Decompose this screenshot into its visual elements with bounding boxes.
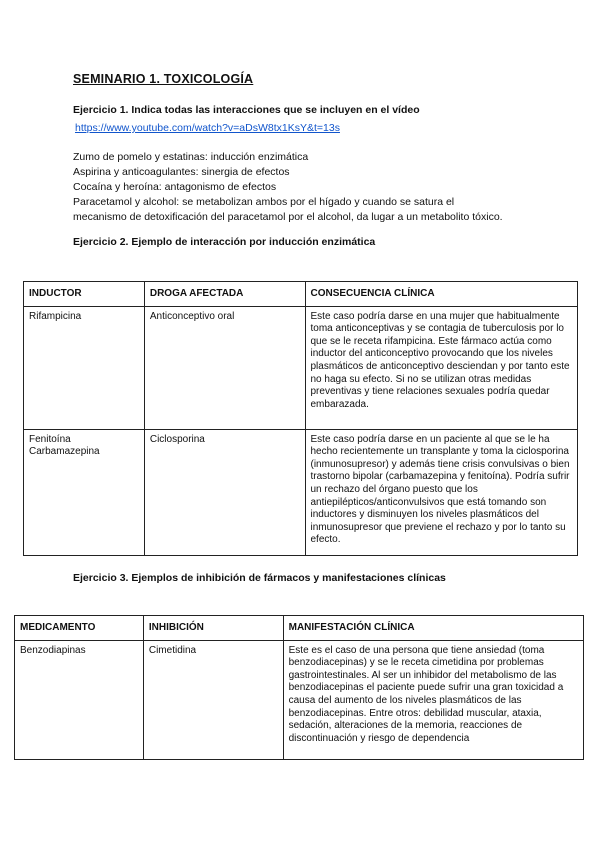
- exercise-1-heading: Ejercicio 1. Indica todas las interacciones que se incluyen en el vídeo: [73, 104, 420, 116]
- column-header: MANIFESTACIÓN CLÍNICA: [283, 616, 583, 641]
- interaction-line: Cocaína y heroína: antagonismo de efectos: [73, 181, 277, 193]
- table-row: [24, 429, 578, 555]
- video-link[interactable]: https://www.youtube.com/watch?v=aDsW8tx1KsY&t=13s: [75, 122, 340, 134]
- exercise-2-heading: Ejercicio 2. Ejemplo de interacción por inducción enzimática: [73, 236, 376, 248]
- inhibition-table: [14, 615, 584, 760]
- affected-drug-cell: Anticonceptivo oral: [144, 306, 305, 429]
- table-header-row: [15, 616, 584, 641]
- clinical-manifestation-cell: Este es el caso de una persona que tiene ansiedad (toma benzodiacepinas) y se le receta cimetidina por problemas gastrointestinales. Al ser un inhibidor del metabolismo de las benzodiacepinas el paciente puede sufrir una gran toxicidad a causa del aumento de los niveles plasmáticos de las benzodiacepinas. Entre otros: debilidad muscular, ataxia, sedación, alteraciones de la memoria, reacciones de discontinuación y riesgo de dependencia: [283, 640, 583, 759]
- interaction-line: Paracetamol y alcohol: se metabolizan ambos por el hígado y cuando se satura el: [73, 196, 455, 208]
- inductor-cell: Fenitoína Carbamazepina: [24, 429, 145, 555]
- interaction-line: Aspirina y anticoagulantes: sinergia de efectos: [73, 166, 290, 178]
- clinical-consequence-cell: Este caso podría darse en una mujer que habitualmente toma anticonceptivas y se contagia de tuberculosis por lo que se le receta rifampicina. Este fármaco actúa como inductor del anticonceptivo provocando que los niveles plasmáticos de anticonceptivo desciendan y por tanto este no haga su efecto. Si no se utilizan otras medidas preventivas y tiene relaciones sexuales podría quedar embarazada.: [305, 306, 578, 429]
- column-header: MEDICAMENTO: [15, 616, 144, 641]
- column-header: DROGA AFECTADA: [144, 282, 305, 307]
- clinical-consequence-cell: Este caso podría darse en un paciente al que se le ha hecho recientemente un transplante y toma la ciclosporina (inmunosupresor) y además tiene crisis convulsivas o bien trastorno bipolar (carbamazepina y fenitoína). Podría sufrir un rechazo del órgano puesto que los antiepilépticos/anticonvulsivos que está tomando son inductores y disminuyen los niveles plasmáticos del inmunosupresor que previene el rechazo y por lo tanto su efecto.: [305, 429, 578, 555]
- table-row: [15, 640, 584, 759]
- column-header: INHIBICIÓN: [143, 616, 283, 641]
- inhibition-cell: Cimetidina: [143, 640, 283, 759]
- column-header: CONSECUENCIA CLÍNICA: [305, 282, 578, 307]
- exercise-3-heading: Ejercicio 3. Ejemplos de inhibición de fármacos y manifestaciones clínicas: [73, 572, 446, 584]
- induction-table: [23, 281, 578, 556]
- interaction-line: mecanismo de detoxificación del paracetamol por el alcohol, da lugar a un metabolito tóxico.: [73, 211, 503, 223]
- table-header-row: [24, 282, 578, 307]
- page-title: SEMINARIO 1. TOXICOLOGÍA: [73, 72, 254, 86]
- inductor-cell: Rifampicina: [24, 306, 145, 429]
- medication-cell: Benzodiapinas: [15, 640, 144, 759]
- table-row: [24, 306, 578, 429]
- affected-drug-cell: Ciclosporina: [144, 429, 305, 555]
- column-header: INDUCTOR: [24, 282, 145, 307]
- interaction-line: Zumo de pomelo y estatinas: inducción enzimática: [73, 151, 309, 163]
